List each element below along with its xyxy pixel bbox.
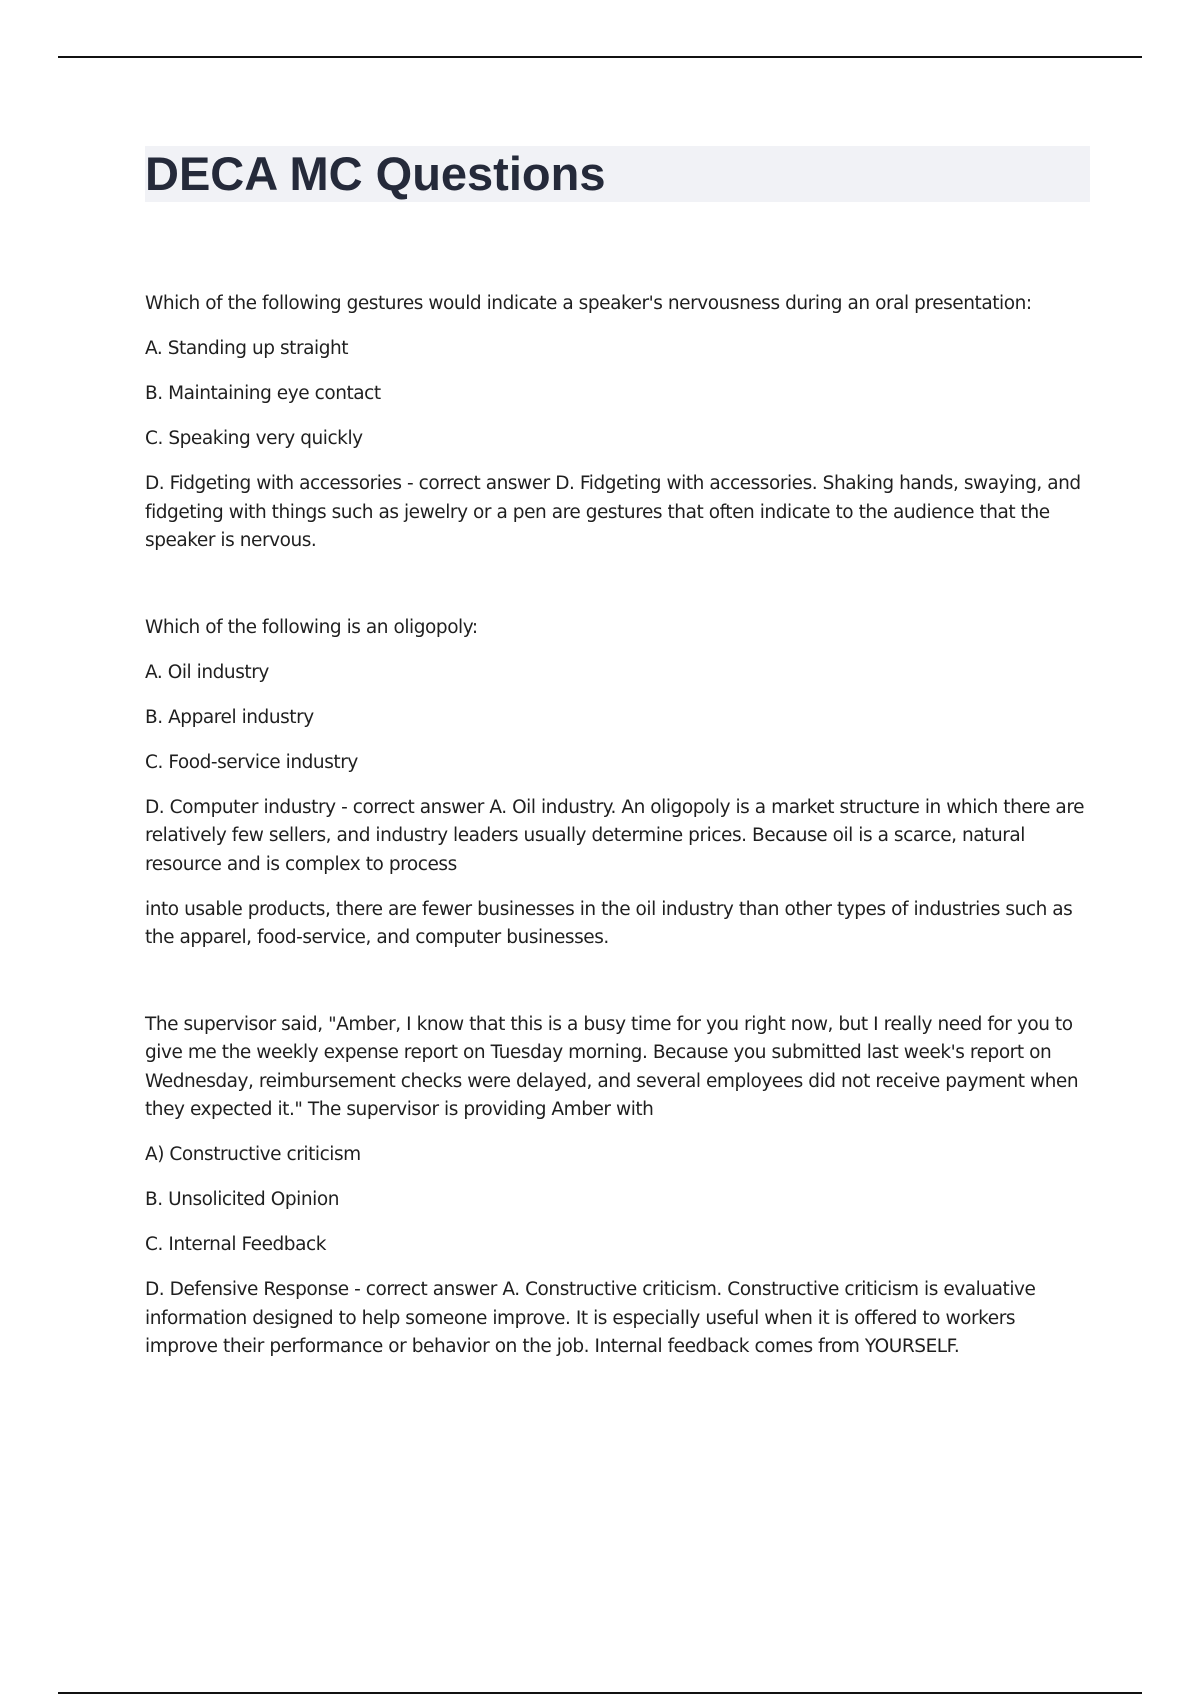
answer-option-with-explanation: D. Computer industry - correct answer A. Oil industry. An oligopoly is a market structure in which there are relatively few sellers, and industry leaders usually determine prices. Because oil is a scarce, natural resource and is complex to process [145, 796, 1085, 875]
question-list [145, 290, 1091, 1420]
answer-option: C. Food-service industry [145, 751, 358, 773]
answer-option: A. Standing up straight [145, 338, 349, 359]
page-title: DECA MC Questions [145, 147, 606, 200]
question-prompt: The supervisor said, "Amber, I know that this is a busy time for you right now, but I really need for you to give me the weekly expense report on Tuesday morning. Because you submitted last week's report on Wednesday, reimbursement checks were delayed, and several employees did not receive payment when they expected it." The supervisor is providing Amber with [145, 1013, 1079, 1120]
top-divider [58, 56, 1142, 58]
answer-option: C. Internal Feedback [145, 1234, 326, 1255]
answer-option: B. Maintaining eye contact [145, 383, 381, 404]
answer-option: C. Speaking very quickly [145, 428, 363, 449]
bottom-divider [58, 1692, 1142, 1694]
answer-option: B. Unsolicited Opinion [145, 1189, 339, 1210]
question-block-2 [145, 614, 1091, 953]
answer-option-with-explanation: D. Defensive Response - correct answer A. Constructive criticism. Constructive criticism is evaluative information designed to help someone improve. It is especially useful when it is offered to workers improve their performance or behavior on the job. Internal feedback comes from YOURSELF. [145, 1279, 1036, 1357]
answer-option-with-explanation: D. Fidgeting with accessories - correct answer D. Fidgeting with accessories. Shaking hands, swaying, and fidgeting with things such as jewelry or a pen are gestures that often indicate to the audience that the speaker is nervous. [145, 473, 1081, 551]
answer-option: A) Constructive criticism [145, 1144, 361, 1165]
answer-option: A. Oil industry [145, 661, 269, 683]
answer-option: B. Apparel industry [145, 706, 314, 728]
question-block-3 [145, 1011, 1091, 1362]
question-prompt: Which of the following gestures would indicate a speaker's nervousness during an oral presentation: [145, 293, 1032, 314]
question-block-1 [145, 290, 1091, 556]
question-prompt: Which of the following is an oligopoly: [145, 616, 478, 638]
explanation-continuation: into usable products, there are fewer businesses in the oil industry than other types of industries such as the apparel, food-service, and computer businesses. [145, 898, 1073, 948]
